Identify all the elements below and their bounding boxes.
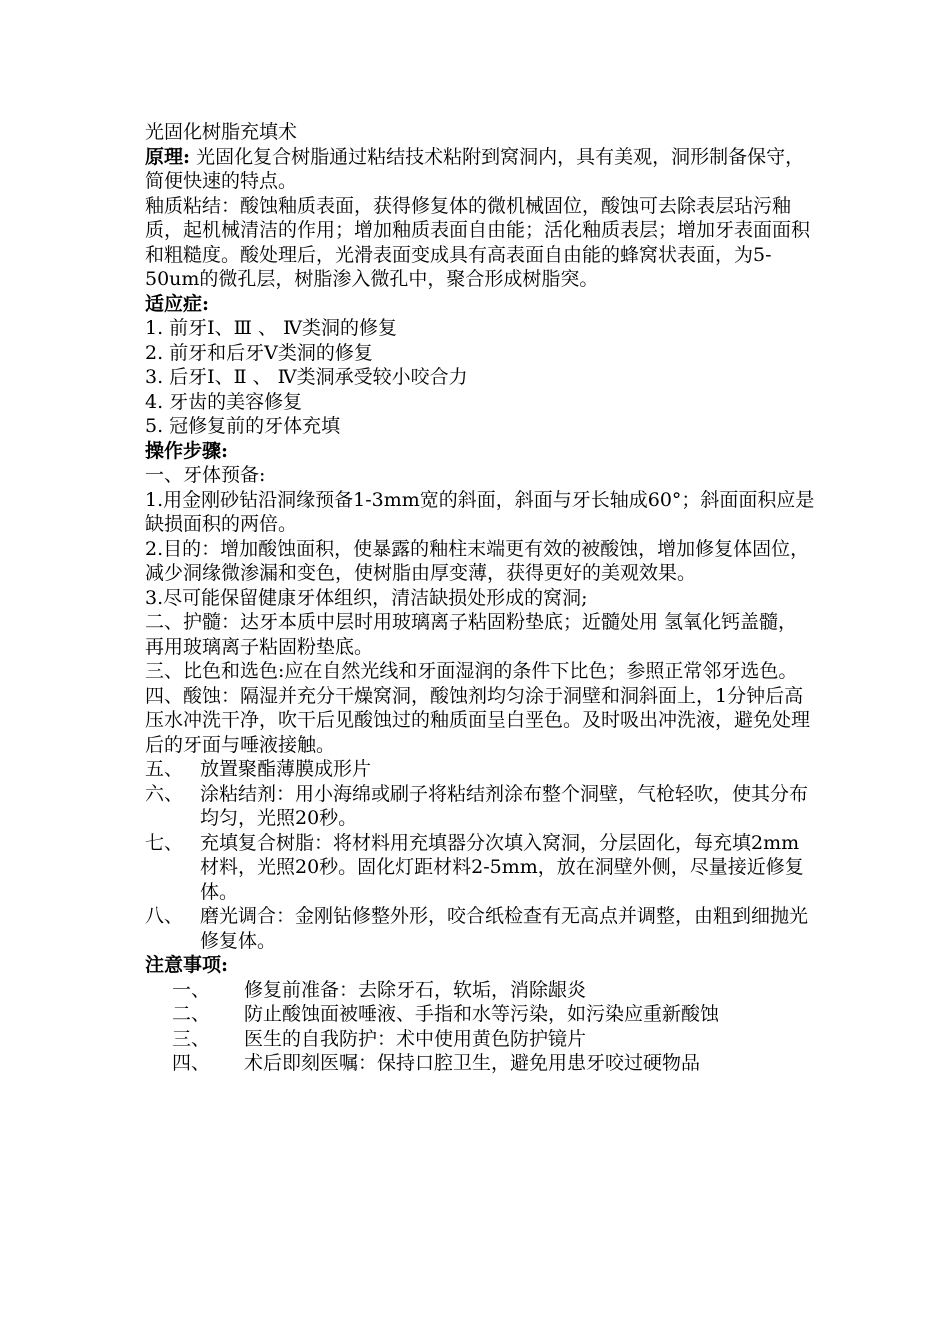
precaution-number: 四、 [172, 1052, 211, 1074]
prep-heading: 一、牙体预备: [145, 464, 266, 486]
step-number: 五、 [145, 758, 184, 780]
precaution-text: 医生的自我防护：术中使用黄色防护镜片 [244, 1027, 587, 1050]
principle-text: 光固化复合树脂通过粘结技术粘附到窝洞内，具有美观，洞形制备保守，简便快速的特点。 [145, 145, 805, 192]
principle-paragraph [145, 145, 815, 194]
document-page [145, 120, 815, 1076]
precaution-item [145, 1027, 815, 1052]
indications-heading: 适应症: [145, 292, 210, 315]
indication-item: 1. 前牙Ⅰ、Ⅲ 、 Ⅳ类洞的修复 [145, 317, 398, 339]
step-item [145, 757, 815, 782]
precaution-text: 术后即刻医嘱：保持口腔卫生，避免用患牙咬过硬物品 [244, 1052, 701, 1074]
step-item [145, 904, 815, 953]
step-text: 放置聚酯薄膜成形片 [200, 758, 372, 780]
precaution-text: 修复前准备：去除牙石，软垢，消除龈炎 [244, 978, 587, 1001]
steps-heading: 操作步骤: [145, 439, 229, 462]
precaution-item [145, 1002, 815, 1027]
step-text: 涂粘结剂：用小海绵或刷子将粘结剂涂布整个洞壁，气枪轻吹，使其分布均匀，光照20秒。 [200, 782, 809, 829]
indication-item: 3. 后牙Ⅰ、Ⅱ 、 Ⅳ类洞承受较小咬合力 [145, 366, 468, 388]
pulp-protection-paragraph: 二、护髓：达牙本质中层时用玻璃离子粘固粉垫底；近髓处用 氢氧化钙盖髓，再用玻璃离子粘固粉垫底。 [145, 611, 798, 658]
precaution-number: 二、 [172, 1003, 211, 1025]
indication-item: 5. 冠修复前的牙体充填 [145, 415, 341, 437]
document-title: 光固化树脂充填术 [145, 121, 298, 143]
indication-item: 4. 牙齿的美容修复 [145, 390, 303, 413]
prep-item: 1.用金刚砂钻沿洞缘预备1-3mm宽的斜面，斜面与牙长轴成60°；斜面面积应是缺损面积的两倍。 [145, 488, 815, 535]
enamel-bonding-paragraph: 釉质粘结：酸蚀釉质表面，获得修复体的微机械固位，酸蚀可去除表层玷污釉质，起机械清洁的作用；增加釉质表面自由能；活化釉质表层；增加牙表面面积和粗糙度。酸处理后，光滑表面变成具有高表面自由能的蜂窝状表面，为5-50um的微孔层，树脂渗入微孔中，聚合形成树脂突。 [145, 194, 811, 290]
etching-paragraph: 四、酸蚀：隔湿并充分干燥窝洞，酸蚀剂均匀涂于洞壁和洞斜面上，1分钟后高压水冲洗干净，吹干后见酸蚀过的釉质面呈白垩色。及时吸出冲洗液，避免处理后的牙面与唾液接触。 [145, 684, 811, 756]
step-number: 六、 [145, 782, 184, 805]
shade-selection-paragraph: 三、比色和选色:应在自然光线和牙面湿润的条件下比色；参照正常邻牙选色。 [145, 660, 798, 682]
precaution-number: 一、 [172, 978, 211, 1001]
precaution-text: 防止酸蚀面被唾液、手指和水等污染，如污染应重新酸蚀 [244, 1003, 720, 1025]
step-item [145, 831, 815, 905]
step-number: 七、 [145, 831, 184, 854]
step-text: 磨光调合：金刚钻修整外形，咬合纸检查有无高点并调整，由粗到细抛光修复体。 [200, 905, 809, 952]
step-text: 充填复合树脂：将材料用充填器分次填入窝洞，分层固化，每充填2mm材料，光照20秒。固化灯距材料2-5mm，放在洞壁外侧，尽量接近修复体。 [200, 831, 804, 903]
prep-item: 2.目的：增加酸蚀面积，使暴露的釉柱末端更有效的被酸蚀，增加修复体固位，减少洞缘微渗漏和变色，使树脂由厚变薄，获得更好的美观效果。 [145, 537, 810, 584]
prep-item: 3.尽可能保留健康牙体组织，清洁缺损处形成的窝洞; [145, 586, 588, 609]
precaution-item [145, 1051, 815, 1076]
step-number: 八、 [145, 905, 184, 927]
indication-item: 2. 前牙和后牙Ⅴ类洞的修复 [145, 341, 373, 364]
precaution-number: 三、 [172, 1027, 211, 1050]
step-item [145, 782, 815, 831]
precautions-heading: 注意事项: [145, 954, 229, 976]
precaution-item [145, 978, 815, 1003]
principle-label: 原理: [145, 145, 191, 168]
